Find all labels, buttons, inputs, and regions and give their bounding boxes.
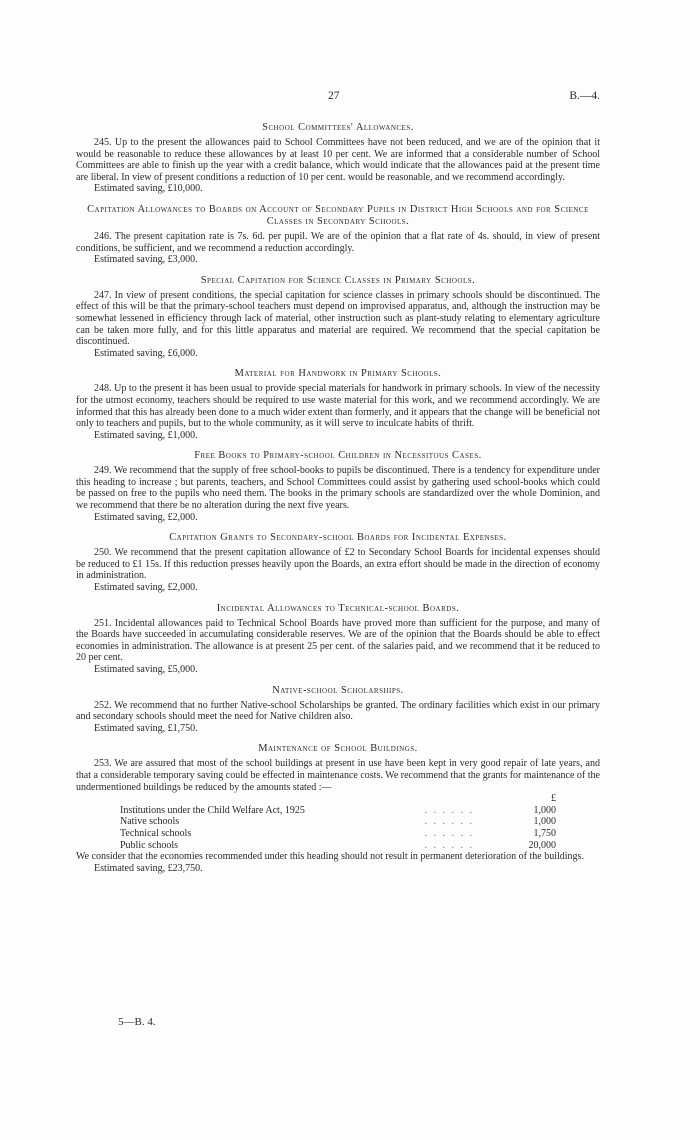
leader-dots: . . . . . .	[424, 839, 474, 851]
page-number: 27	[328, 90, 340, 102]
estimated-saving: Estimated saving, £23,750.	[94, 862, 203, 874]
table-row	[120, 805, 556, 817]
section-maintenance	[76, 743, 600, 874]
item-amount: 1,750	[533, 827, 556, 839]
section-paragraph: 245. Up to the present the allowances paid to School Committees have not been reduced, and we are of the opinion that it would be reasonable to reduce these allowances by at least 10 per cent. We are informed that a considerable number of School Committees are able to finish up the year with a credit balance, which would indicate that the allowances paid at the present time are liberal. In view of present conditions a reduction of 10 per cent. would be reasonable, and we recommend accordingly.	[76, 137, 600, 183]
estimated-saving: Estimated saving, £3,000.	[94, 254, 198, 266]
estimated-saving: Estimated saving, £2,000.	[94, 511, 198, 523]
section-4	[76, 368, 600, 441]
section-paragraph: 251. Incidental allowances paid to Technical School Boards have proved more than sufficient for the purpose, and many of the Boards have succeeded in accumulating considerable reserves. We are of the opinion that the Boards should be able to effect economies in administration. The allowance is at present 25 per cent. of the salaries paid, and we recommend that it be reduced to 20 per cent.	[76, 617, 600, 664]
section-7	[76, 603, 600, 676]
section-paragraph: 250. We recommend that the present capitation allowance of £2 to Secondary School Boards for incidental expenses should be reduced to £1 15s. If this reduction presses heavily upon the Boards, an extra effort should be made in the direction of economy in administration.	[76, 547, 600, 582]
sections-container	[76, 122, 600, 734]
estimated-saving: Estimated saving, £1,750.	[94, 722, 198, 734]
document-body	[76, 122, 600, 883]
section-5	[76, 450, 600, 523]
section-2	[76, 204, 600, 266]
section-heading: Maintenance of School Buildings.	[258, 743, 418, 755]
section-3	[76, 275, 600, 360]
section-heading: Capitation Allowances to Boards on Account of Secondary Pupils in District High Schools and for Science Classes in Secondary Schools.	[87, 203, 589, 227]
table-row	[120, 840, 556, 852]
section-heading: Incidental Allowances to Technical-school Boards.	[216, 602, 460, 614]
estimated-saving: Estimated saving, £5,000.	[94, 664, 198, 675]
leader-dots: . . . . . .	[424, 804, 474, 816]
section-heading: Native-school Scholarships.	[272, 684, 404, 696]
section-heading: Material for Handwork in Primary Schools.	[234, 368, 442, 380]
leader-dots: . . . . . .	[424, 816, 474, 828]
section-paragraph: 248. Up to the present it has been usual to provide special materials for handwork in primary schools. In view of the necessity for the utmost economy, teachers should be required to use waste material for this work, and we recommend accordingly. We are informed that this has already been done to a much wider extent than formerly, and it appears that the change will be beneficial not only to teachers and pupils, but to the whole community, as it will serve to inculcate habits of thrift.	[76, 383, 600, 430]
section-paragraph: 253. We are assured that most of the school buildings at present in use have been kept in very good repair of late years, and that a considerable temporary saving could be effected in maintenance costs. We recommend that the grants for maintenance of the undermentioned buildings be reduced by the amounts stated :—	[76, 758, 600, 793]
estimated-saving: Estimated saving, £1,000.	[94, 429, 198, 441]
item-label: Institutions under the Child Welfare Act, 1925	[120, 804, 305, 816]
section-heading: School Committees' Allowances.	[262, 122, 414, 133]
section-paragraph: 246. The present capitation rate is 7s. 6d. per pupil. We are of the opinion that a flat rate of 4s. should, in view of present conditions, be sufficient, and we recommend a reduction accordingly.	[76, 230, 600, 254]
section-paragraph: 249. We recommend that the supply of free school-books to pupils be discontinued. There is a tendency for expenditure under this heading to increase ; but parents, teachers, and School Committees could assist by gathering used school-books which could be passed on free to the pupils who need them. The books in the primary schools are standardized over the whole Dominion, and we recommend that there be no alteration during the next five years.	[76, 465, 600, 512]
currency-symbol: £	[551, 793, 556, 805]
page-footer: 5—B. 4.	[118, 1016, 156, 1028]
item-amount: 1,000	[533, 816, 556, 828]
estimated-saving: Estimated saving, £10,000.	[94, 183, 203, 195]
section-1	[76, 122, 600, 195]
section-heading: Free Books to Primary-school Children in Necessitous Cases.	[194, 450, 482, 462]
estimated-saving: Estimated saving, £2,000.	[94, 582, 198, 594]
item-label: Technical schools	[120, 827, 192, 839]
leader-dots: . . . . . .	[424, 827, 474, 839]
item-label: Public schools	[120, 839, 179, 851]
section-conclusion: We consider that the economies recommended under this heading should not result in permanent deterioration of the buildings.	[76, 851, 584, 863]
table-row	[120, 816, 556, 828]
section-paragraph: 252. We recommend that no further Native-school Scholarships be granted. The ordinary facilities which exist in our primary and secondary schools should meet the need for Native children also.	[76, 699, 600, 723]
section-8	[76, 685, 600, 735]
item-label: Native schools	[120, 816, 180, 828]
section-heading: Capitation Grants to Secondary-school Boards for Incidental Expenses.	[169, 532, 507, 544]
table-row	[120, 828, 556, 840]
item-amount: 20,000	[528, 839, 556, 851]
page-header	[76, 90, 600, 106]
section-6	[76, 532, 600, 593]
paper-reference: B.—4.	[569, 90, 600, 102]
section-heading: Special Capitation for Science Classes in Primary Schools.	[200, 274, 476, 286]
item-amount: 1,000	[533, 804, 556, 816]
maintenance-table	[120, 805, 556, 851]
estimated-saving: Estimated saving, £6,000.	[94, 347, 198, 359]
section-paragraph: 247. In view of present conditions, the special capitation for science classes in primary schools should be discontinued. The effect of this will be that the primary-school teachers must depend on improvised apparatus, and, although the instruction may be somewhat lessened in efficiency through lack of material, other instruction such as plant-study relating to elementary agriculture can be taken more fully, and for this little apparatus and material are required. We recommend that the special capitation be discontinued.	[76, 289, 600, 348]
